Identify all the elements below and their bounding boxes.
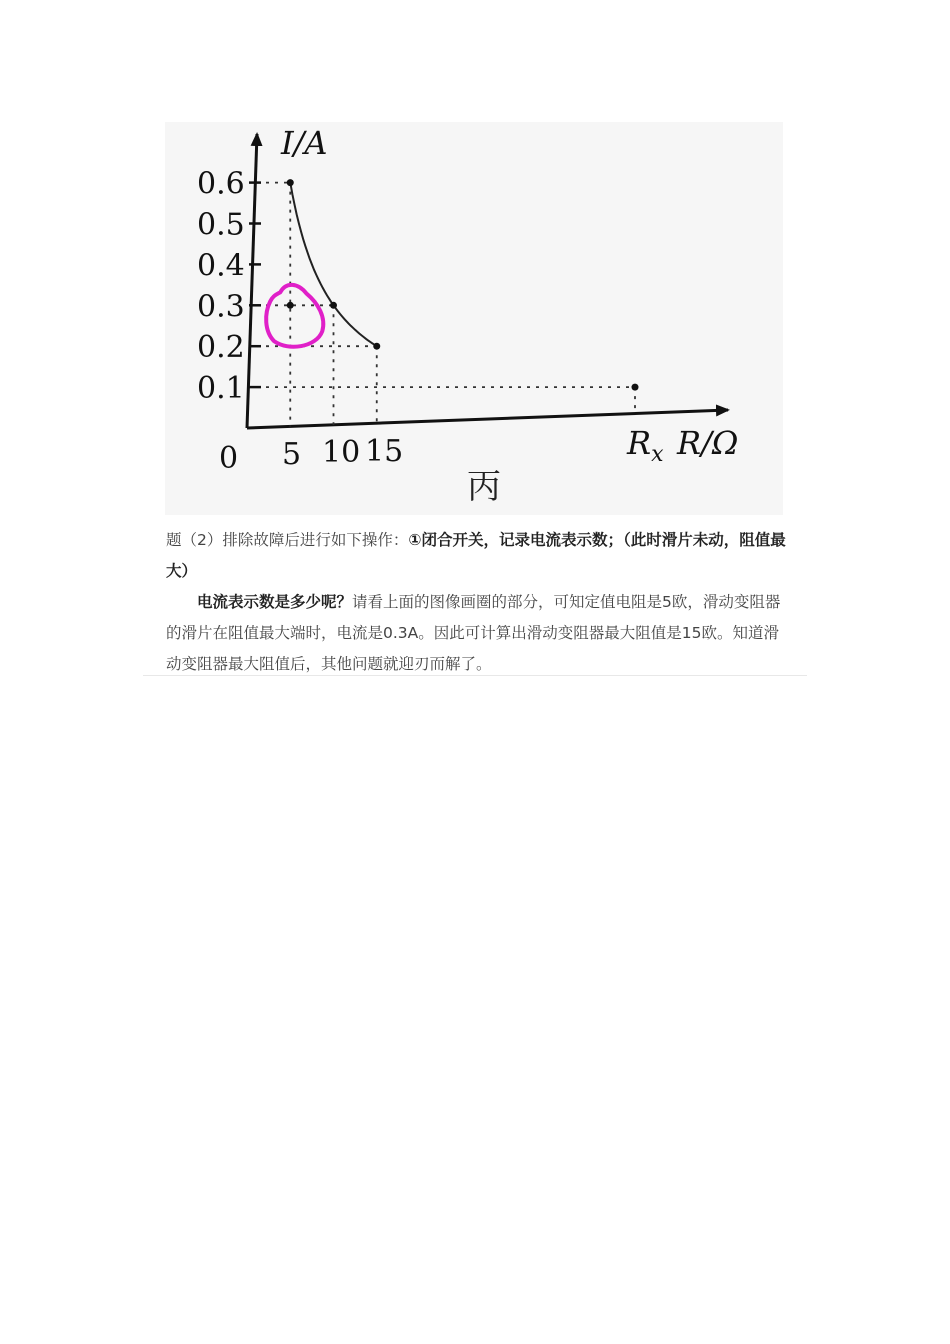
- p1-bold: ①闭合开关，记录电流表示数；（此时滑片未动，阻值最大）: [166, 531, 786, 580]
- p1-text: 题（2）排除故障后进行如下操作：: [166, 531, 409, 549]
- paragraph-explanation: [166, 587, 786, 680]
- paragraph-operation: [166, 525, 786, 587]
- p2-text: 请看上面的图像画圈的部分，可知定值电阻是5欧，滑动变阻器的滑片在阻值最大端时，电流是0.3A。因此可计算出滑动变阻器最大阻值是15欧。知道滑动变阻器最大阻值后，其他问题就迎刃而解了。: [166, 593, 781, 673]
- x-tick-label: 15: [365, 434, 404, 469]
- x-axis-title: R/Ω: [677, 424, 739, 462]
- y-tick-label: 0.5: [197, 207, 245, 243]
- chart-svg: [165, 122, 783, 515]
- data-point: [287, 179, 294, 186]
- y-tick-label: 0.1: [197, 371, 245, 407]
- x-tick-label: 5: [282, 437, 302, 472]
- y-axis-title: I/A: [281, 124, 328, 162]
- x-axis: [247, 410, 728, 428]
- x-tick-label: 0: [219, 441, 239, 476]
- data-point: [287, 302, 294, 309]
- highlight-circle: [266, 285, 323, 347]
- data-point: [632, 384, 639, 391]
- x-tick-label: 10: [322, 435, 361, 470]
- data-point: [373, 343, 380, 350]
- y-axis: [247, 134, 257, 428]
- y-tick-label: 0.3: [197, 289, 245, 325]
- figure-caption: 丙: [467, 467, 501, 507]
- y-tick-label: 0.2: [197, 330, 245, 366]
- y-tick-label: 0.6: [197, 166, 245, 202]
- x-tick-label-rx: $R_x$: [627, 424, 664, 467]
- y-tick-label: 0.4: [197, 248, 245, 284]
- dashed-guides: [257, 183, 635, 427]
- chart-figure: [165, 122, 783, 515]
- data-point: [330, 302, 337, 309]
- divider: [143, 675, 807, 676]
- p2-bold: 电流表示数是多少呢？: [197, 593, 353, 611]
- data-points: [287, 179, 639, 391]
- inverse-curve: [290, 183, 377, 347]
